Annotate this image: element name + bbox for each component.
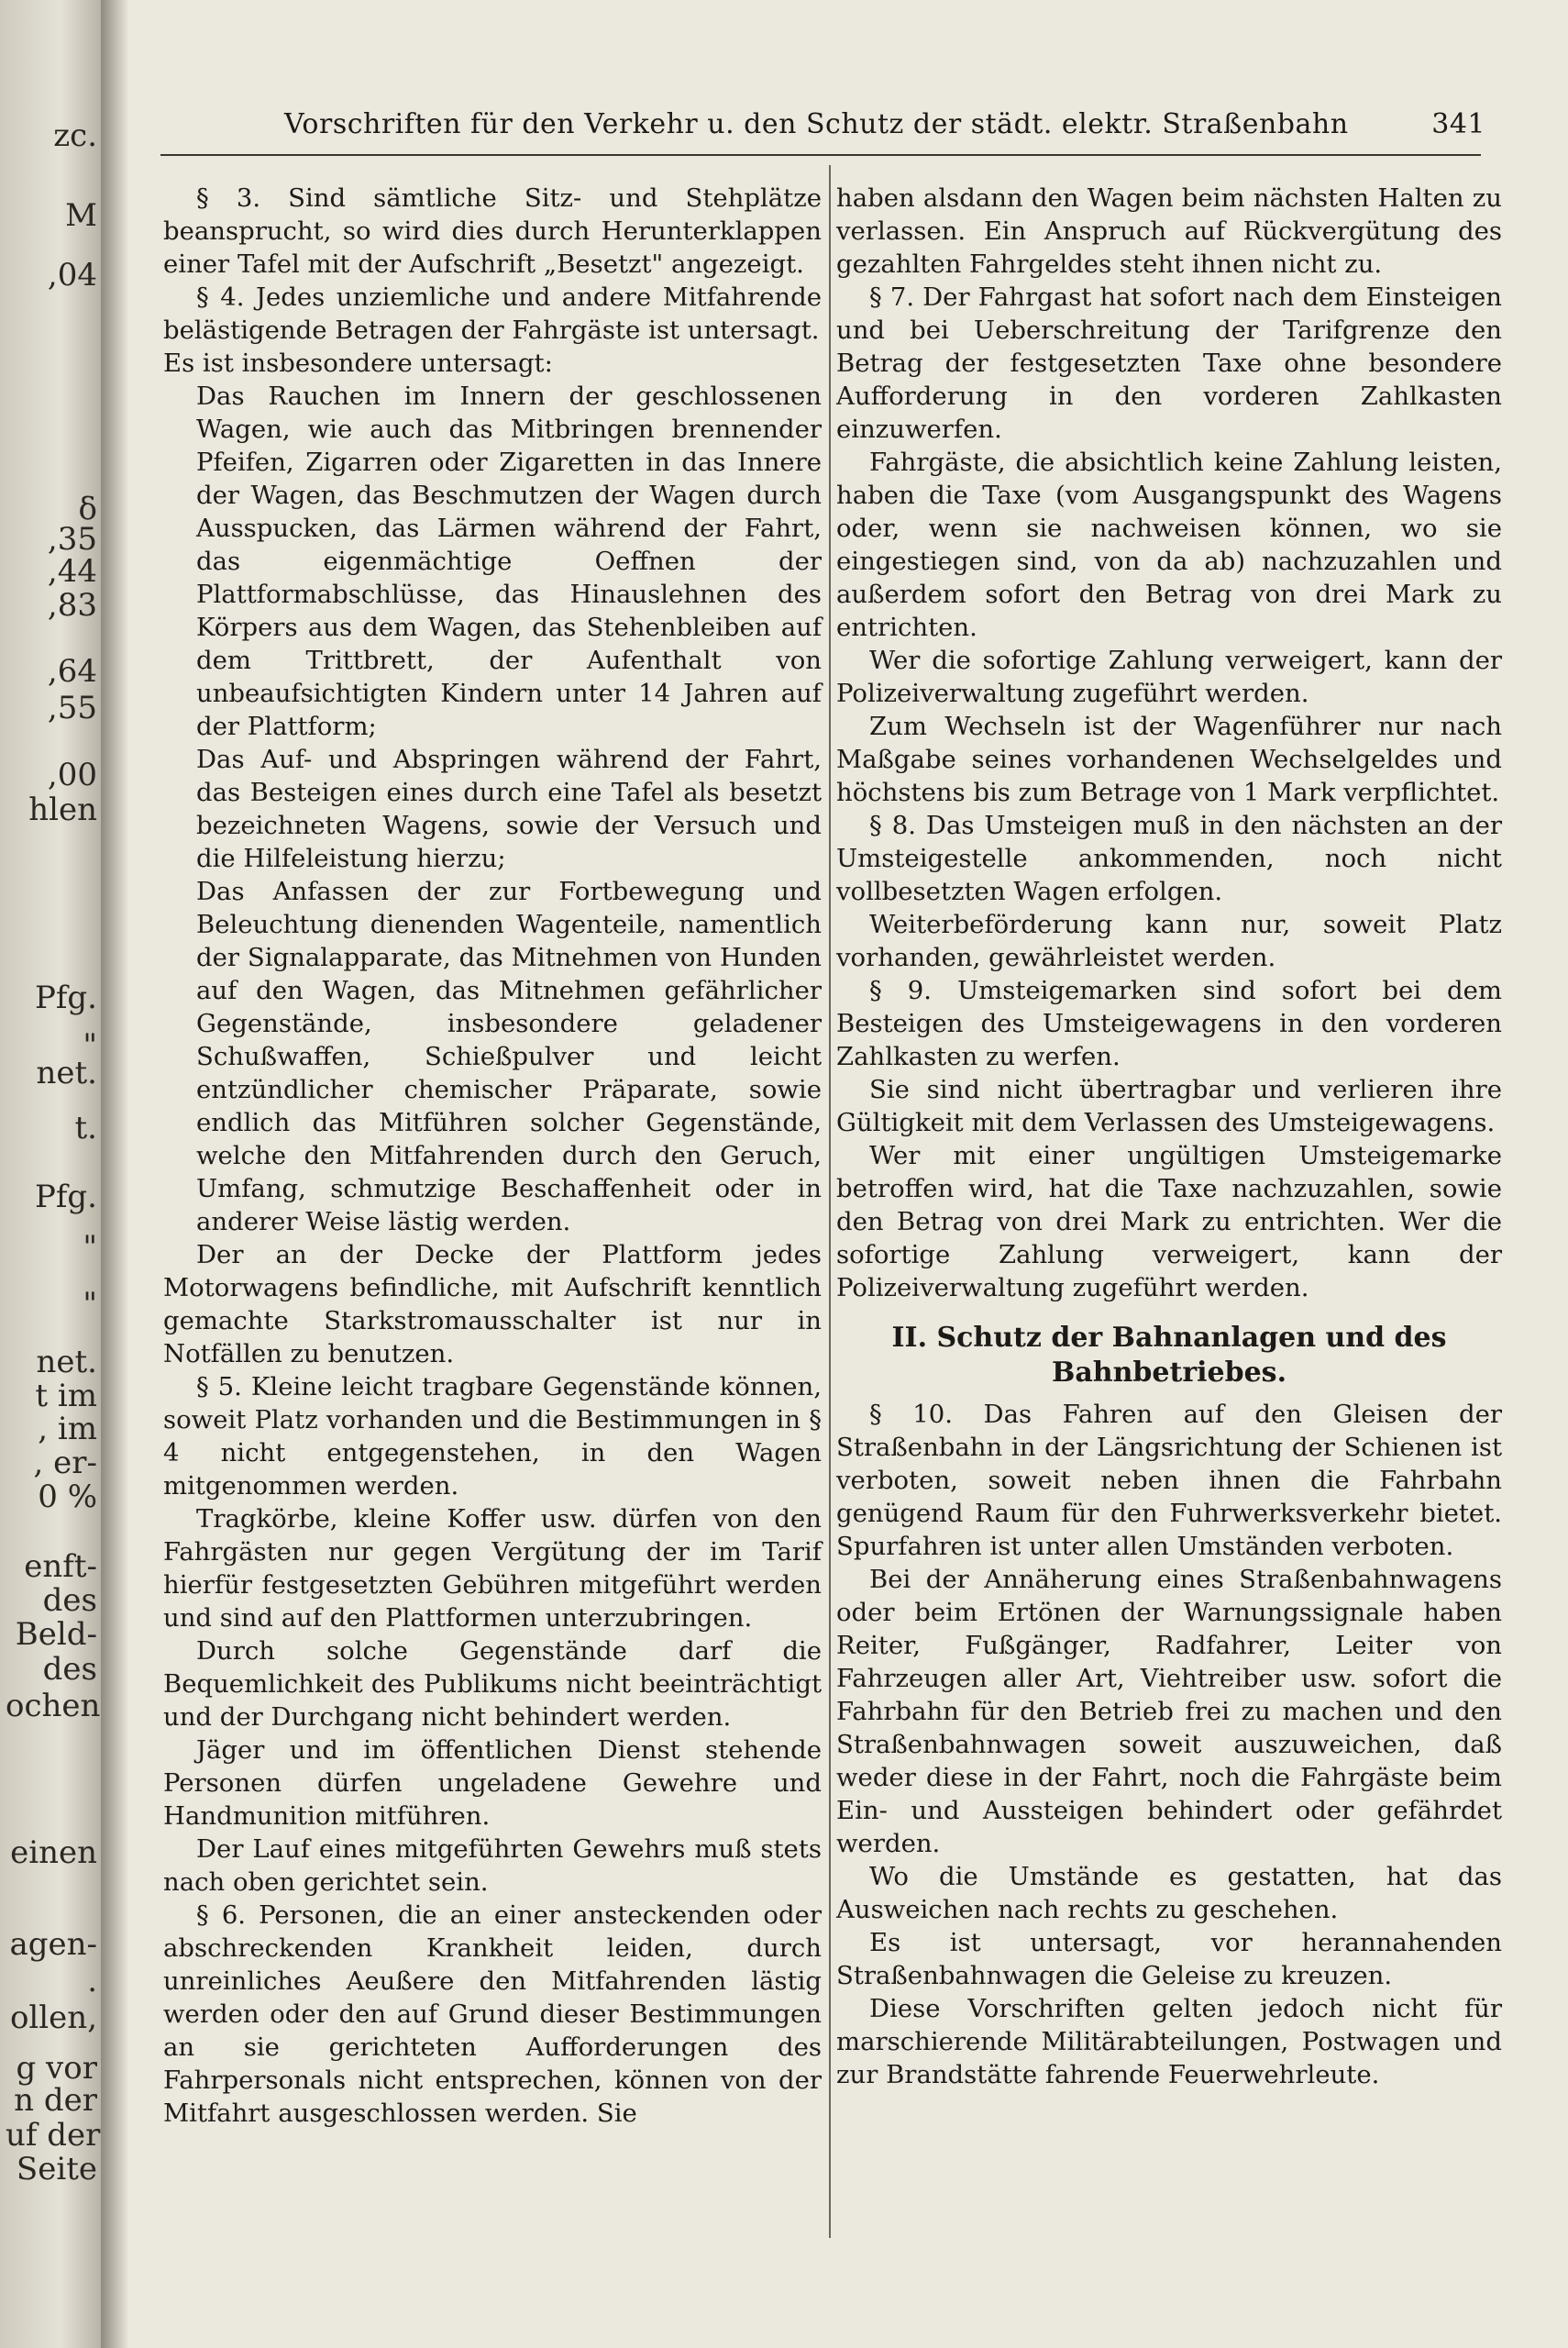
header-rule bbox=[160, 154, 1481, 156]
paragraph: § 10. Das Fahren auf den Gleisen der Straßenbahn in der Längsrichtung der Schienen ist verboten, soweit neben ihnen die Fahrbahn genügend Raum für den Fuhrwerksverkehr bietet. Spurfahren ist unter allen Umständen verboten. bbox=[836, 1400, 1502, 1561]
paragraph: Bei der Annäherung eines Straßenbahnwagens oder beim Ertönen der Warnungssignale haben Reiter, Fußgänger, Radfahrer, Leiter von Fahrzeugen aller Art, Viehtreiber usw. sofort die Fahrbahn für den Betrieb frei zu machen und den Straßenbahnwagen soweit auszuweichen, daß weder diese in der Fahrt, noch die Fahrgäste beim Ein- und Aussteigen behindert oder gefährdet werden. bbox=[836, 1565, 1502, 1858]
section-heading: II. Schutz der Bahnanlagen und des Bahnbetriebes. bbox=[891, 1322, 1447, 1389]
right-column bbox=[836, 182, 1502, 2091]
paragraph: Zum Wechseln ist der Wagenführer nur nach Maßgabe seines vorhandenen Wechselgeldes und höchstens bis zum Betrage von 1 Mark verpflichtet. bbox=[836, 712, 1502, 807]
paragraph: § 7. Der Fahrgast hat sofort nach dem Einsteigen und bei Ueberschreitung der Tarifgrenze den Betrag der festgesetzten Taxe ohne besondere Aufforderung in den vorderen Zahlkasten einzuwerfen. bbox=[836, 282, 1502, 444]
header-title: Vorschriften für den Verkehr u. den Schutz der städt. elektr. Straßenbahn bbox=[284, 108, 1349, 140]
margin-fragment: hlen bbox=[28, 792, 97, 828]
margin-fragment: M bbox=[65, 197, 97, 234]
margin-fragment: " bbox=[83, 1286, 97, 1323]
list-item: Das Auf- und Abspringen während der Fahrt, das Besteigen eines durch eine Tafel als besetzt bezeichneten Wagens, sowie der Versuch und die Hilfeleistung hierzu; bbox=[196, 745, 822, 873]
paragraph: § 3. Sind sämtliche Sitz- und Stehplätze beansprucht, so wird dies durch Herunterklappen einer Tafel mit der Aufschrift „Besetzt" angezeigt. bbox=[163, 183, 822, 279]
paragraph: § 8. Das Umsteigen muß in den nächsten an der Umsteigestelle ankommenden, noch nicht vollbesetzten Wagen erfolgen. bbox=[836, 811, 1502, 906]
paragraph: § 4. Jedes unziemliche und andere Mitfahrende belästigende Betragen der Fahrgäste ist untersagt. bbox=[163, 282, 822, 345]
paragraph: Wo die Umstände es gestatten, hat das Ausweichen nach rechts zu geschehen. bbox=[836, 1862, 1502, 1924]
margin-fragment: net. bbox=[36, 1344, 97, 1380]
margin-fragment: , er- bbox=[33, 1445, 97, 1481]
margin-fragment: des bbox=[42, 1582, 97, 1619]
list-item: Das Rauchen im Innern der geschlossenen Wagen, wie auch das Mitbringen brennender Pfeifen, Zigarren oder Zigaretten in das Innere der Wagen, das Beschmutzen der Wagen durch Ausspucken, das Lärmen während der Fahrt, das eigenmächtige Oeffnen der Plattformabschlüsse, das Hinauslehnen des Körpers aus dem Wagen, das Stehenbleiben auf dem Trittbrett, der Aufenthalt von unbeaufsichtigten Kindern unter 14 Jahren auf der Plattform; bbox=[196, 382, 822, 741]
paragraph: Sie sind nicht übertragbar und verlieren ihre Gültigkeit mit dem Verlassen des Umsteigewagens. bbox=[836, 1075, 1502, 1137]
margin-fragment: Pfg. bbox=[34, 980, 97, 1016]
margin-fragment: Beld- bbox=[15, 1616, 97, 1653]
margin-fragment: " bbox=[83, 1027, 97, 1064]
paragraph: Tragkörbe, kleine Koffer usw. dürfen von den Fahrgästen nur gegen Vergütung der im Tarif hierfür festgesetzten Gebühren mitgeführt werden und sind auf den Plattformen unterzubringen. bbox=[163, 1504, 822, 1633]
margin-fragment: einen bbox=[10, 1834, 97, 1871]
margin-fragment: des bbox=[42, 1651, 97, 1688]
margin-fragment: uf der bbox=[6, 2117, 101, 2154]
paragraph: § 5. Kleine leicht tragbare Gegenstände können, soweit Platz vorhanden und die Bestimmungen in § 4 nicht entgegenstehen, in den Wagen mitgenommen werden. bbox=[163, 1372, 822, 1501]
paragraph: § 9. Umsteigemarken sind sofort bei dem Besteigen des Umsteigewagens in den vorderen Zahlkasten zu werfen. bbox=[836, 976, 1502, 1071]
margin-fragment: n der bbox=[14, 2082, 97, 2119]
margin-fragment: t. bbox=[74, 1110, 97, 1146]
paragraph: Es ist insbesondere untersagt: bbox=[163, 349, 553, 378]
margin-fragment: Pfg. bbox=[34, 1179, 97, 1215]
paragraph: Der an der Decke der Plattform jedes Motorwagens befindliche, mit Aufschrift kenntlich gemachte Starkstromausschalter ist nur in Notfällen zu benutzen. bbox=[163, 1240, 822, 1368]
paragraph: Der Lauf eines mitgeführten Gewehrs muß stets nach oben gerichtet sein. bbox=[163, 1834, 822, 1897]
paragraph: Fahrgäste, die absichtlich keine Zahlung leisten, haben die Taxe (vom Ausgangspunkt des Wagens oder, wenn sie nachweisen können, wo sie eingestiegen sind, von da ab) nachzuzahlen und außerdem sofort den Betrag von drei Mark zu entrichten. bbox=[836, 448, 1502, 642]
margin-fragment: net. bbox=[36, 1055, 97, 1091]
paragraph: § 6. Personen, die an einer ansteckenden oder abschreckenden Krankheit leiden, durch unreinliches Aeußere den Mitfahrenden lästig werden oder den auf Grund dieser Bestimmungen an sie gerichteten Aufforderungen des Fahrpersonals nicht entsprechen, können von der Mitfahrt ausgeschlossen werden. Sie bbox=[163, 1900, 822, 2128]
margin-fragment: ,35 bbox=[47, 521, 97, 558]
margin-fragment: agen- bbox=[9, 1926, 97, 1963]
left-column bbox=[163, 182, 822, 2130]
margin-fragment: zc. bbox=[53, 117, 97, 154]
margin-fragment: ,04 bbox=[47, 257, 97, 294]
paragraph: Jäger und im öffentlichen Dienst stehende Personen dürfen ungeladene Gewehre und Handmunition mitführen. bbox=[163, 1735, 822, 1831]
margin-fragment: ,64 bbox=[47, 653, 97, 690]
book-gutter bbox=[101, 0, 128, 2348]
paragraph: Diese Vorschriften gelten jedoch nicht für marschierende Militärabteilungen, Postwagen und zur Brandstätte fahrende Feuerwehrleute. bbox=[836, 1994, 1502, 2089]
margin-fragment: ochen bbox=[6, 1688, 101, 1724]
running-header bbox=[147, 108, 1485, 140]
page-number: 341 bbox=[1431, 108, 1485, 140]
list-item: Das Anfassen der zur Fortbewegung und Beleuchtung dienenden Wagenteile, namentlich der Signalapparate, das Mitnehmen von Hunden auf den Wagen, das Mitnehmen gefährlicher Gegenstände, insbesondere geladener Schußwaffen, Schießpulver und leicht entzündlicher chemischer Präparate, sowie endlich das Mitführen solcher Gegenstände, welche den Mitfahrenden durch den Geruch, Umfang, schmutzige Beschaffenheit oder in anderer Weise lästig werden. bbox=[196, 877, 822, 1236]
paragraph: Wer die sofortige Zahlung verweigert, kann der Polizeiverwaltung zugeführt werden. bbox=[836, 646, 1502, 708]
margin-fragment: ollen, bbox=[9, 1999, 97, 2036]
paragraph: Wer mit einer ungültigen Umsteigemarke betroffen wird, hat die Taxe nachzuzahlen, sowie den Betrag von drei Mark zu entrichten. Wer die sofortige Zahlung verweigert, kann der Polizeiverwaltung zugeführt werden. bbox=[836, 1141, 1502, 1302]
margin-fragment: ,44 bbox=[47, 553, 97, 590]
margin-fragment: Seite bbox=[16, 2151, 97, 2187]
margin-fragment: ,83 bbox=[47, 587, 97, 624]
margin-fragment: enft- bbox=[24, 1548, 97, 1585]
margin-fragment: " bbox=[83, 1229, 97, 1266]
paragraph: Es ist untersagt, vor herannahenden Straßenbahnwagen die Geleise zu kreuzen. bbox=[836, 1928, 1502, 1990]
margin-fragment: δ bbox=[78, 491, 97, 527]
margin-fragment: ,00 bbox=[47, 757, 97, 793]
margin-fragment: 0 % bbox=[38, 1479, 97, 1515]
column-divider bbox=[829, 165, 831, 2238]
paragraph: Weiterbeförderung kann nur, soweit Platz vorhanden, gewährleistet werden. bbox=[836, 910, 1502, 972]
margin-fragment: t im bbox=[35, 1378, 97, 1414]
previous-page-edge bbox=[0, 0, 101, 2348]
margin-fragment: . bbox=[87, 1963, 97, 1999]
paragraph: Durch solche Gegenstände darf die Bequemlichkeit des Publikums nicht beeinträchtigt und der Durchgang nicht behindert werden. bbox=[163, 1636, 822, 1732]
margin-fragment: ,55 bbox=[47, 690, 97, 726]
margin-fragment: g vor bbox=[16, 2050, 97, 2087]
paragraph: haben alsdann den Wagen beim nächsten Halten zu verlassen. Ein Anspruch auf Rückvergütung des gezahlten Fahrgeldes steht ihnen nicht zu. bbox=[836, 183, 1502, 279]
margin-fragment: , im bbox=[38, 1411, 97, 1447]
